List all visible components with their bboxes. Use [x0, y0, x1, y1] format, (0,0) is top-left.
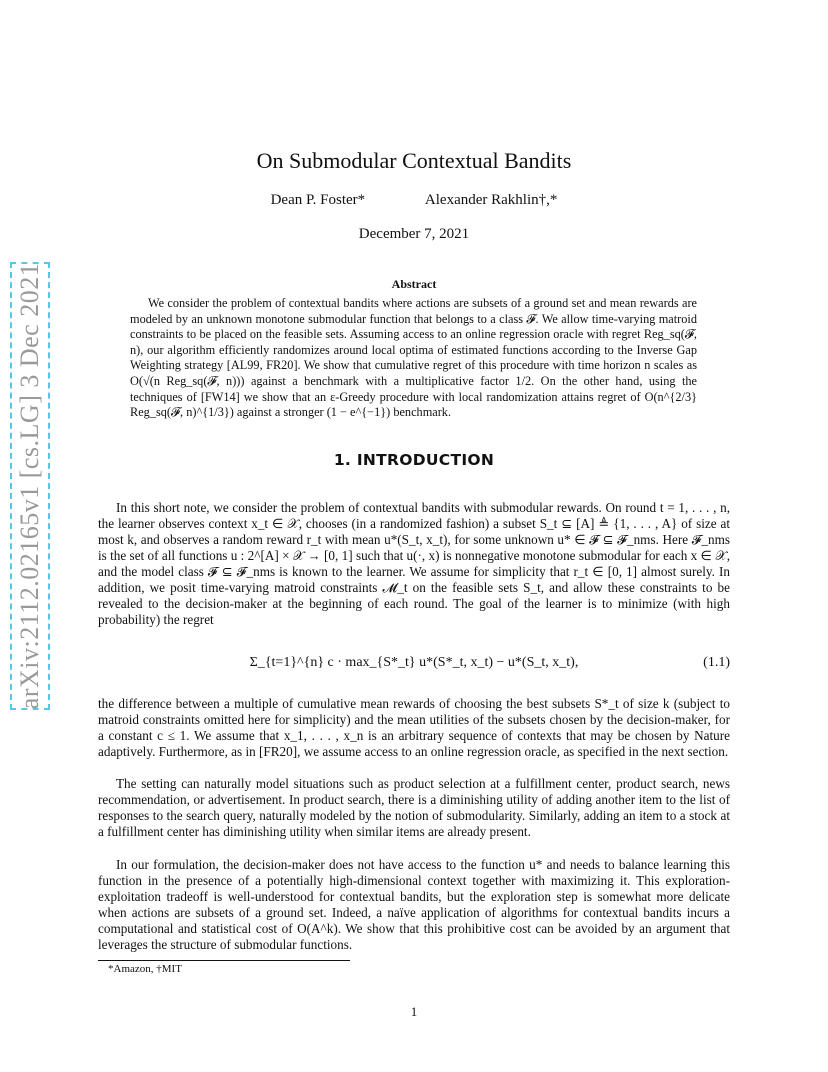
body-paragraph: In this short note, we consider the problem of contextual bandits with submodular rewards. On round t = 1, . . . , n, the learner observes context x_t ∈ 𝒳, chooses (in a randomized fashion) a subset S_t ⊆ [A] ≜ {1, . . . , A} of size at most k, and observes a random reward r_t with mean u*(S_t, x_t), for some unknown u* ∈ 𝓕 ⊆ 𝓕_nms. Here 𝓕_nms is the set of all functions u : 2^[A] × 𝒳 → [0, 1] such that u(·, x) is nonnegative monotone submodular for each x ∈ 𝒳, and the model class 𝓕 ⊆ 𝓕_nms is known to the learner. We assume for simplicity that r_t ∈ [0, 1] almost surely. In addition, we posit time-varying matroid constraints 𝓜_t on the feasible sets S_t, and allow these constraints to be revealed to the decision-maker at the beginning of each round. The goal of the learner is to minimize (with high probability) the regret — [98, 500, 730, 627]
author-name: Alexander Rakhlin†,* — [424, 192, 558, 208]
paper-title: On Submodular Contextual Bandits — [256, 148, 572, 173]
arxiv-stamp-text: arXiv:2112.02165v1 [cs.LG] 3 Dec 2021 — [15, 262, 45, 710]
body-paragraph: The setting can naturally model situations such as product selection at a fulfillment center, product search, news recommendation, or advertisement. In product search, there is a diminishing utility of adding another item to the list of responses to the search query, naturally modeled by the notion of submodularity. Similarly, adding an item to a stock at a fulfillment center has diminishing utility when similar items are already present. — [98, 776, 730, 839]
equation-number: (1.1) — [703, 655, 730, 670]
footnote-rule — [98, 960, 350, 961]
body-paragraph: In our formulation, the decision-maker does not have access to the function u* and needs to balance learning this function in the presence of a potentially high-dimensional context together with maximizing it. This exploration-exploitation tradeoff is well-understood for contextual bandits, but the exploration step is somewhat more delicate when actions are subsets of a ground set. Indeed, a naïve application of algorithms for contextual bandits incurs a computational and statistical cost of O(A^k). We show that this prohibitive cost can be avoided by an argument that leverages the structure of submodular functions. — [98, 857, 730, 952]
arxiv-stamp — [10, 262, 50, 710]
footnote: *Amazon, †MIT — [108, 963, 182, 975]
equation-1-1 — [98, 643, 730, 683]
section-heading: 1. INTRODUCTION — [333, 451, 495, 469]
page-number: 1 — [410, 1004, 418, 1019]
author-list — [0, 192, 828, 209]
paper-date: December 7, 2021 — [358, 226, 470, 242]
author-name: Dean P. Foster* — [270, 192, 366, 208]
body-paragraph: the difference between a multiple of cumulative mean rewards of choosing the best subsets S*_t of size k (subject to matroid constraints omitted here for simplicity) and the mean utilities of the subsets chosen by the decision-maker, for a constant c ≤ 1. We assume that x_1, . . . , x_n is an arbitrary sequence of contexts that may be chosen by Nature adaptively. Furthermore, as in [FR20], we assume access to an online regression oracle, as specified in the next section. — [98, 696, 730, 759]
abstract-text: We consider the problem of contextual bandits where actions are subsets of a ground set and mean rewards are modeled by an unknown monotone submodular function that belongs to a class 𝓕. We allow time-varying matroid constraints to be placed on the feasible sets. Assuming access to an online regression oracle with regret Reg_sq(𝓕, n), our algorithm efficiently randomizes around local optima of estimated functions according to the Inverse Gap Weighting strategy [AL99, FR20]. We show that cumulative regret of this procedure with time horizon n scales as O(√(n Reg_sq(𝓕, n))) against a benchmark with a multiplicative factor 1/2. On the other hand, using the techniques of [FW14] we show that an ε-Greedy procedure with local randomization attains regret of O(n^{2/3} Reg_sq(𝓕, n)^{1/3}) against a stronger (1 − e^{−1}) benchmark. — [130, 296, 697, 420]
equation-body: Σ_{t=1}^{n} c · max_{S*_t} u*(S*_t, x_t) − u*(S_t, x_t), — [249, 655, 579, 670]
abstract-heading: Abstract — [391, 277, 437, 291]
